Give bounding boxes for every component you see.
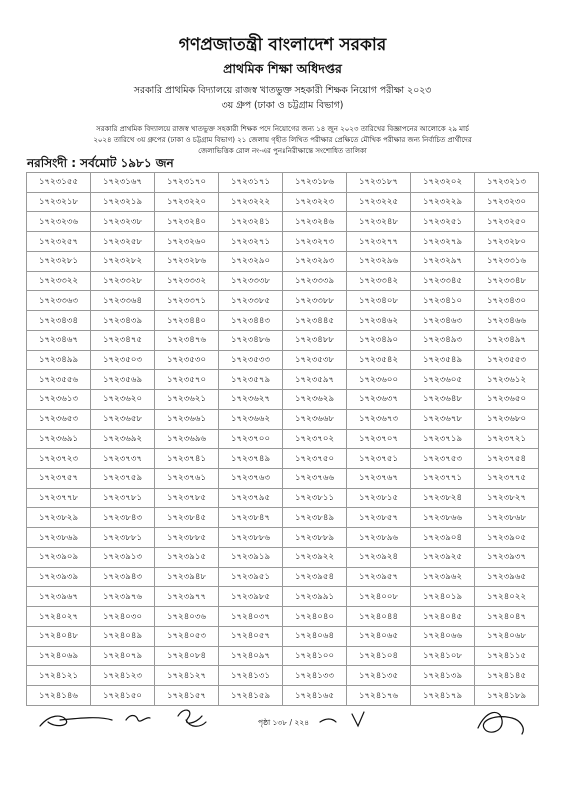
table-row: [27, 409, 539, 429]
roll-number-cell: ১৭২৩২৭৯: [411, 232, 475, 252]
roll-number-cell: ১৭২৩৪৮৬: [219, 330, 283, 350]
roll-number-cell: ১৭২৩৭০২: [283, 429, 347, 449]
roll-number-cell: ১৭২৪০৬৬: [411, 626, 475, 646]
roll-number-cell: ১৭২৩১৭০: [155, 173, 219, 193]
page-number: পৃষ্ঠা ১৩৮ / ২২৪: [258, 718, 310, 727]
roll-number-cell: ১৭২৩২১৯: [91, 192, 155, 212]
roll-number-cell: ১৭২৩৬৮০: [475, 409, 539, 429]
table-row: [27, 646, 539, 666]
roll-number-cell: ১৭২৩৯৩৭: [475, 547, 539, 567]
roll-number-cell: ১৭২৩৬৬৮: [283, 409, 347, 429]
roll-number-cell: ১৭২৩৯৭৬: [91, 587, 155, 607]
signature-3: [178, 710, 206, 726]
roll-number-cell: ১৭২৩৫৪২: [347, 350, 411, 370]
roll-number-cell: ১৭২৩৪৪৩: [219, 311, 283, 331]
group-label: ৩য় গ্রুপ (ঢাকা ও চট্টগ্রাম বিভাগ): [221, 100, 344, 111]
roll-number-cell: ১৭২৩২৫০: [475, 212, 539, 232]
table-row: [27, 251, 539, 271]
roll-number-cell: ১৭২৪১৫০: [91, 686, 155, 706]
roll-number-cell: ১৭২৩২৫৮: [91, 232, 155, 252]
roll-number-cell: ১৭২৩৫৩৩: [219, 350, 283, 370]
roll-number-cell: ১৭২৪০৫৩: [155, 626, 219, 646]
roll-number-cell: ১৭২৩২৯৭: [411, 251, 475, 271]
roll-number-cell: ১৭২৪০২২: [475, 587, 539, 607]
table-row: [27, 508, 539, 528]
roll-number-cell: ১৭২৩২৯৬: [347, 251, 411, 271]
roll-number-cell: ১৭২৩৩৪৫: [411, 271, 475, 291]
roll-number-cell: ১৭২৩৭৫৯: [91, 469, 155, 489]
roll-number-cell: ১৭২৩৯৬৭: [27, 587, 91, 607]
table-row: [27, 547, 539, 567]
roll-number-cell: ১৭২৩৭২৩: [27, 449, 91, 469]
roll-number-cell: ১৭২৩৪৬২: [347, 311, 411, 331]
roll-number-cell: ১৭২৩৮৪৫: [155, 508, 219, 528]
roll-number-cell: ১৭২৩২৪১: [219, 212, 283, 232]
roll-number-cell: ১৭২৩৬৫৮: [91, 409, 155, 429]
roll-number-cell: ১৭২৩৯৩৯: [27, 567, 91, 587]
roll-number-cell: ১৭২৩৭০০: [219, 429, 283, 449]
roll-number-cell: ১৭২৩৭৬১: [155, 469, 219, 489]
notice-line: সরকারি প্রাথমিক বিদ্যালয়ে রাজস্ব খাতভুক্ত সহকারী শিক্ষক পদে নিয়োগের জন্য ১৪ জুন ২০২৩ তারিখের বিজ্ঞাপনের আলোকে ২৯ মার্চ: [96, 125, 469, 133]
roll-number-cell: ১৭২৪০২৭: [27, 607, 91, 627]
roll-number-cell: ১৭২৩৫৭০: [155, 370, 219, 390]
signature-6: [478, 712, 523, 734]
roll-number-cell: ১৭২৪১২৭: [155, 666, 219, 686]
table-row: [27, 232, 539, 252]
roll-number-cell: ১৭২৩২৮০: [475, 232, 539, 252]
roll-number-cell: ১৭২৩২৮২: [91, 251, 155, 271]
roll-number-cell: ১৭২৪১০৮: [411, 646, 475, 666]
roll-number-cell: ১৭২৩৬০৫: [411, 370, 475, 390]
roll-number-cell: ১৭২৩২৩৮: [91, 212, 155, 232]
table-row: [27, 429, 539, 449]
signature-1: [40, 716, 112, 726]
roll-number-cell: ১৭২৩৭০৭: [347, 429, 411, 449]
roll-number-cell: ১৭২৩৬২৯: [283, 390, 347, 410]
roll-number-cell: ১৭২৩২৯৩: [283, 251, 347, 271]
roll-number-cell: ১৭২৩১৮৬: [283, 173, 347, 193]
roll-number-cell: ১৭২৩৩৬৩: [27, 291, 91, 311]
roll-number-cell: ১৭২৪১৩৩: [283, 666, 347, 686]
roll-number-cell: ১৭২৩৯৫৪: [283, 567, 347, 587]
notice-line: জেলাভিত্তিক রোল নং-এর পুনঃনিরীক্ষান্তে সংশোধিত তালিকা: [198, 147, 367, 155]
roll-number-cell: ১৭২৩৭৫৩: [411, 449, 475, 469]
roll-number-cell: ১৭২৩৯০৪: [411, 528, 475, 548]
roll-number-cell: ১৭২৩৮৬৮: [475, 508, 539, 528]
roll-number-cell: ১৭২৩৫৩০: [155, 350, 219, 370]
roll-number-cell: ১৭২৩৪৯০: [347, 330, 411, 350]
roll-number-cell: ১৭২৩৮৫৭: [347, 508, 411, 528]
roll-number-cell: ১৭২৩৯৪৮: [155, 567, 219, 587]
roll-number-cell: ১৭২৩৩৭১: [155, 291, 219, 311]
roll-number-cell: ১৭২৩৮৬৬: [411, 508, 475, 528]
roll-number-cell: ১৭২৩১৭১: [219, 173, 283, 193]
roll-number-cell: ১৭২৪১৩৫: [347, 666, 411, 686]
roll-number-cell: ১৭২৪০৪৪: [347, 607, 411, 627]
roll-number-cell: ১৭২৩৬৭৮: [411, 409, 475, 429]
roll-number-cell: ১৭২৩৫৯৭: [283, 370, 347, 390]
roll-number-cell: ১৭২৩৭৮১: [91, 488, 155, 508]
roll-number-cell: ১৭২৩৯১৩: [91, 547, 155, 567]
roll-number-cell: ১৭২৩৫৫৩: [475, 350, 539, 370]
roll-number-cell: ১৭২৩৬৫০: [475, 390, 539, 410]
roll-number-cell: ১৭২৪০৬৫: [347, 626, 411, 646]
roll-number-cell: ১৭২৩৩৩৮: [219, 271, 283, 291]
roll-number-cell: ১৭২৩২৩৬: [27, 212, 91, 232]
table-row: [27, 192, 539, 212]
roll-number-cell: ১৭২৩৩১৬: [475, 251, 539, 271]
roll-number-cell: ১৭২৩৮৪৯: [283, 508, 347, 528]
roll-number-cell: ১৭২৩৬১২: [475, 370, 539, 390]
roll-number-cell: ১৭২৩৬২১: [155, 390, 219, 410]
roll-number-cell: ১৭২৪০১৯: [411, 587, 475, 607]
roll-number-table: [26, 172, 539, 706]
roll-number-cell: ১৭২৩৬০০: [347, 370, 411, 390]
roll-number-cell: ১৭২৪১৫৭: [155, 686, 219, 706]
roll-number-cell: ১৭২৩৮৪৩: [91, 508, 155, 528]
document-title: গণপ্রজাতন্ত্রী বাংলাদেশ সরকার: [178, 35, 387, 55]
roll-number-cell: ১৭২৩২৪০: [155, 212, 219, 232]
roll-number-cell: ১৭২৩৭৩৭: [91, 449, 155, 469]
table-row: [27, 370, 539, 390]
roll-number-cell: ১৭২৩৮১৫: [347, 488, 411, 508]
roll-number-cell: ১৭২৩৪৭৬: [155, 330, 219, 350]
roll-number-cell: ১৭২৩২১৮: [27, 192, 91, 212]
roll-number-cell: ১৭২৩৭৪৯: [219, 449, 283, 469]
roll-number-cell: ১৭২৩১৫৫: [27, 173, 91, 193]
roll-number-cell: ১৭২৩২২৯: [411, 192, 475, 212]
roll-number-cell: ১৭২৪০৩০: [91, 607, 155, 627]
roll-number-cell: ১৭২৩৯২৫: [411, 547, 475, 567]
roll-number-cell: ১৭২৩৮২৯: [27, 508, 91, 528]
table-row: [27, 587, 539, 607]
roll-number-cell: ১৭২৩৫৩৮: [283, 350, 347, 370]
roll-number-cell: ১৭২৪০০৮: [347, 587, 411, 607]
table-row: [27, 469, 539, 489]
roll-number-cell: ১৭২৪০৫৭: [219, 626, 283, 646]
roll-number-cell: ১৭২৩২২৩: [283, 192, 347, 212]
roll-number-cell: ১৭২৩৭৫৭: [27, 469, 91, 489]
roll-number-cell: ১৭২৪১৬৫: [283, 686, 347, 706]
roll-number-cell: ১৭২৩৭৫০: [283, 449, 347, 469]
roll-number-cell: ১৭২৩৯১৫: [155, 547, 219, 567]
roll-number-cell: ১৭২৩৩২২: [27, 271, 91, 291]
roll-number-cell: ১৭২৩৪৩০: [475, 291, 539, 311]
table-row: [27, 626, 539, 646]
roll-number-cell: ১৭২৩২১৩: [475, 173, 539, 193]
roll-number-cell: ১৭২৩৭৯৫: [219, 488, 283, 508]
roll-number-cell: ১৭২৪১৪৬: [27, 686, 91, 706]
roll-number-cell: ১৭২৩৬১৩: [27, 390, 91, 410]
roll-number-cell: ১৭২৪০৩৭: [219, 607, 283, 627]
roll-number-cell: ১৭২৩৬৯৬: [155, 429, 219, 449]
roll-number-cell: ১৭২৩৫৪৯: [411, 350, 475, 370]
roll-number-cell: ১৭২৩৯১৯: [219, 547, 283, 567]
table-row: [27, 666, 539, 686]
roll-number-cell: ১৭২৩৭৭৮: [27, 488, 91, 508]
roll-number-cell: ১৭২৩২৫৭: [27, 232, 91, 252]
roll-number-cell: ১৭২৩৬৪৮: [411, 390, 475, 410]
roll-number-cell: ১৭২৩৪০৮: [347, 291, 411, 311]
roll-number-cell: ১৭২৩৬৭৩: [347, 409, 411, 429]
roll-number-cell: ১৭২৩৮৮৫: [155, 528, 219, 548]
roll-number-cell: ১৭২৩৮৬৯: [27, 528, 91, 548]
roll-number-cell: ১৭২৩৯৭৭: [155, 587, 219, 607]
roll-number-cell: ১৭২৩৮৪৭: [219, 508, 283, 528]
roll-number-cell: ১৭২৩২৪৮: [347, 212, 411, 232]
roll-number-cell: ১৭২৩৪১০: [411, 291, 475, 311]
signature-4: [320, 719, 336, 722]
roll-number-cell: ১৭২৩৬২০: [91, 390, 155, 410]
roll-number-cell: ১৭২৩৮১১: [283, 488, 347, 508]
table-row: [27, 291, 539, 311]
signature-2: [126, 716, 150, 722]
roll-number-cell: ১৭২৩৪৯৭: [475, 330, 539, 350]
roll-number-cell: ১৭২৩৮৮৬: [219, 528, 283, 548]
roll-number-cell: ১৭২৩২৭৩: [283, 232, 347, 252]
roll-number-cell: ১৭২৪০৪০: [283, 607, 347, 627]
roll-number-cell: ১৭২৩৭৬৭: [347, 469, 411, 489]
roll-number-cell: ১৭২৩৪৩৪: [27, 311, 91, 331]
roll-number-cell: ১৭২৩৭৫৪: [475, 449, 539, 469]
table-row: [27, 173, 539, 193]
roll-number-cell: ১৭২৪০৪৯: [91, 626, 155, 646]
table-row: [27, 350, 539, 370]
roll-number-cell: ১৭২৩৬৯২: [91, 429, 155, 449]
exam-title: সরকারি প্রাথমিক বিদ্যালয়ে রাজস্ব খাতভুক্ত সহকারী শিক্ষক নিয়োগ পরীক্ষা ২০২৩: [133, 85, 432, 96]
table-row: [27, 390, 539, 410]
district-heading: নরসিংদী : সর্বমোট ১৯৮১ জন: [27, 156, 174, 170]
roll-number-cell: ১৭২৩৯২২: [283, 547, 347, 567]
table-row: [27, 311, 539, 331]
roll-number-cell: ১৭২৪০৬৪: [283, 626, 347, 646]
roll-number-cell: ১৭২৪১২৩: [91, 666, 155, 686]
roll-number-cell: ১৭২৩৫০৩: [91, 350, 155, 370]
roll-number-cell: ১৭২৩৩৮৮: [283, 291, 347, 311]
roll-number-cell: ১৭২৩৮৯৬: [347, 528, 411, 548]
roll-number-cell: ১৭২৩৭৪১: [155, 449, 219, 469]
roll-number-cell: ১৭২৩৩২৮: [91, 271, 155, 291]
roll-number-cell: ১৭২৩৯০৯: [27, 547, 91, 567]
roll-number-cell: ১৭২৩৯৯১: [283, 587, 347, 607]
roll-number-cell: ১৭২৪০৪৮: [27, 626, 91, 646]
table-row: [27, 212, 539, 232]
roll-number-cell: ১৭২৩৩৩৯: [283, 271, 347, 291]
roll-number-cell: ১৭২৩৭৫১: [347, 449, 411, 469]
table-row: [27, 449, 539, 469]
roll-number-cell: ১৭২৩৯৮৫: [219, 587, 283, 607]
roll-number-cell: ১৭২৩৬৫৩: [27, 409, 91, 429]
roll-number-cell: ১৭২৩১৮৭: [347, 173, 411, 193]
roll-number-cell: ১৭২৪১৫৯: [219, 686, 283, 706]
roll-number-cell: ১৭২৪১৮৯: [475, 686, 539, 706]
roll-number-cell: ১৭২৩৯২৪: [347, 547, 411, 567]
roll-number-cell: ১৭২৩৩৪২: [347, 271, 411, 291]
roll-number-cell: ১৭২৩২৫১: [411, 212, 475, 232]
roll-number-cell: ১৭২৪১২১: [27, 666, 91, 686]
roll-number-cell: ১৭২৩২৩০: [475, 192, 539, 212]
roll-number-cell: ১৭২৪০৪৭: [475, 607, 539, 627]
roll-number-cell: ১৭২৪১১৫: [475, 646, 539, 666]
signatures: [0, 706, 565, 766]
roll-number-cell: ১৭২৩৯৫১: [219, 567, 283, 587]
roll-number-cell: ১৭২৪০৬৯: [27, 646, 91, 666]
roll-number-cell: ১৭২৩৪৯৩: [411, 330, 475, 350]
roll-number-cell: ১৭২৩২২০: [155, 192, 219, 212]
table-row: [27, 488, 539, 508]
roll-number-cell: ১৭২৩৪৬৬: [475, 311, 539, 331]
roll-number-cell: ১৭২৪০৭৯: [91, 646, 155, 666]
roll-number-cell: ১৭২৩৭৭৫: [475, 469, 539, 489]
roll-number-cell: ১৭২৩৪৭৫: [91, 330, 155, 350]
roll-number-cell: ১৭২৩৮৮১: [91, 528, 155, 548]
table-row: [27, 607, 539, 627]
roll-number-cell: ১৭২৩৪৮৮: [283, 330, 347, 350]
roll-number-cell: ১৭২৩৬৯১: [27, 429, 91, 449]
roll-number-cell: ১৭২৩১৬৭: [91, 173, 155, 193]
roll-number-cell: ১৭২৩৯৪৩: [91, 567, 155, 587]
roll-number-cell: ১৭২৩২৬০: [155, 232, 219, 252]
roll-number-cell: ১৭২৪০৮৪: [155, 646, 219, 666]
roll-number-cell: ১৭২৩৫৭৯: [219, 370, 283, 390]
department-name: প্রাথমিক শিক্ষা অধিদপ্তর: [223, 61, 342, 76]
roll-number-cell: ১৭২৩৬২৭: [219, 390, 283, 410]
roll-number-cell: ১৭২৩৬৬১: [155, 409, 219, 429]
roll-number-cell: ১৭২৪০৩৬: [155, 607, 219, 627]
roll-number-cell: ১৭২৩৭২১: [475, 429, 539, 449]
roll-number-cell: ১৭২৩২২৫: [347, 192, 411, 212]
roll-number-cell: ১৭২৩২৮৬: [155, 251, 219, 271]
notice-line: ২০২৪ তারিখে ৩য় গ্রুপের (ঢাকা ও চট্টগ্রাম বিভাগ) ২১ জেলায় গৃহীত লিখিত পরীক্ষার প্রেক্ষিতে মৌখিক পরীক্ষার জন্য নির্বাচিত প্রার্থীদের: [93, 136, 472, 144]
roll-number-cell: ১৭২৩৩৪৮: [475, 271, 539, 291]
roll-number-cell: ১৭২৩৭৬৩: [219, 469, 283, 489]
roll-number-cell: ১৭২৩৮২৪: [411, 488, 475, 508]
roll-number-cell: ১৭২৩৫৫৬: [27, 370, 91, 390]
roll-number-cell: ১৭২৩৬৬২: [219, 409, 283, 429]
roll-number-cell: ১৭২৩৭৮৫: [155, 488, 219, 508]
roll-number-cell: ১৭২৩২৪৬: [283, 212, 347, 232]
roll-number-cell: ১৭২৩৪৬৭: [27, 330, 91, 350]
table-row: [27, 271, 539, 291]
roll-number-cell: ১৭২৩৯০৫: [475, 528, 539, 548]
roll-number-cell: ১৭২৩২২২: [219, 192, 283, 212]
roll-number-cell: ১৭২৩২৭৭: [347, 232, 411, 252]
roll-number-cell: ১৭২৩৫৬৯: [91, 370, 155, 390]
roll-number-cell: ১৭২৩২০২: [411, 173, 475, 193]
roll-number-cell: ১৭২৩২৯০: [219, 251, 283, 271]
roll-number-cell: ১৭২৪১৩১: [219, 666, 283, 686]
roll-number-cell: ১৭২৩৮৮৯: [283, 528, 347, 548]
roll-number-cell: ১৭২৪১০০: [283, 646, 347, 666]
table-row: [27, 567, 539, 587]
roll-number-cell: ১৭২৩৩৮৫: [219, 291, 283, 311]
roll-number-cell: ১৭২৩৪৪৫: [283, 311, 347, 331]
roll-number-cell: ১৭২৩৪৩৯: [91, 311, 155, 331]
roll-number-cell: ১৭২৪০৯৭: [219, 646, 283, 666]
roll-number-cell: ১৭২৪১৭৯: [411, 686, 475, 706]
table-row: [27, 528, 539, 548]
roll-number-cell: ১৭২৩২৮১: [27, 251, 91, 271]
roll-number-cell: ১৭২৩৩৬৪: [91, 291, 155, 311]
table-row: [27, 686, 539, 706]
roll-number-cell: ১৭২৩৬৩৭: [347, 390, 411, 410]
roll-number-cell: ১৭২৩৭১৯: [411, 429, 475, 449]
roll-number-cell: ১৭২৪০৬৮: [475, 626, 539, 646]
roll-number-cell: ১৭২৩৪৬৩: [411, 311, 475, 331]
roll-number-cell: ১৭২৪১০৪: [347, 646, 411, 666]
roll-number-cell: ১৭২৩৭৭১: [411, 469, 475, 489]
roll-number-cell: ১৭২৪১৪৫: [475, 666, 539, 686]
roll-number-cell: ১৭২৩৮২৭: [475, 488, 539, 508]
roll-number-cell: ১৭২৩৯৬৫: [475, 567, 539, 587]
roll-number-cell: ১৭২৩৭৬৬: [283, 469, 347, 489]
roll-number-cell: ১৭২৪১৩৯: [411, 666, 475, 686]
roll-number-cell: ১৭২৩৩৩২: [155, 271, 219, 291]
roll-number-cell: ১৭২৩২৭১: [219, 232, 283, 252]
roll-number-cell: ১৭২৪০৪৫: [411, 607, 475, 627]
roll-number-cell: ১৭২৩৯৫৭: [347, 567, 411, 587]
signature-5: [352, 712, 364, 726]
roll-number-cell: ১৭২৪১৭৬: [347, 686, 411, 706]
table-row: [27, 330, 539, 350]
roll-number-cell: ১৭২৩৪৯৯: [27, 350, 91, 370]
roll-number-cell: ১৭২৩৪৪০: [155, 311, 219, 331]
roll-number-cell: ১৭২৩৯৬২: [411, 567, 475, 587]
